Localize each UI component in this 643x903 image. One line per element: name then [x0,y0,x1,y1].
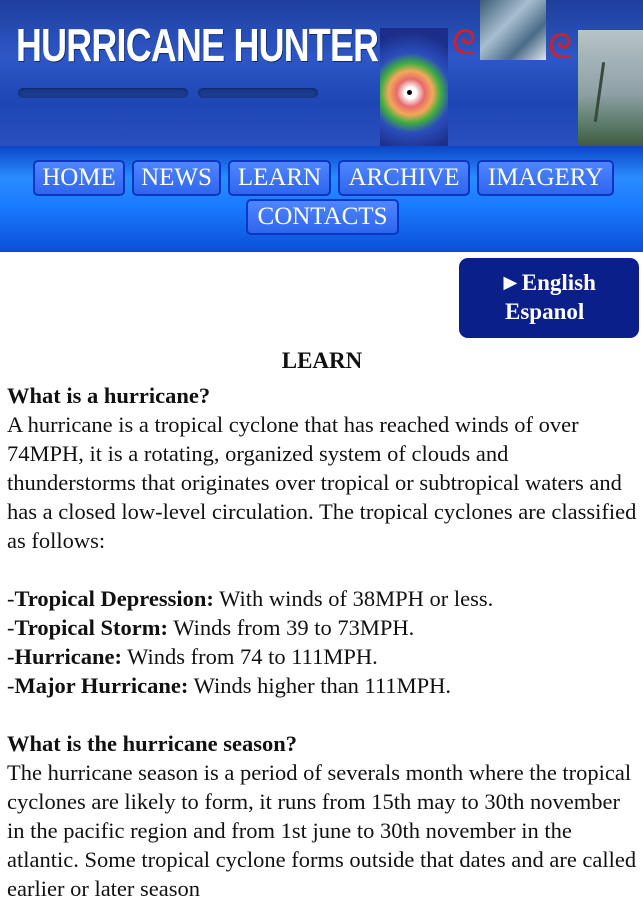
list-item [7,671,637,700]
list-item [7,613,637,642]
main-content [7,342,637,903]
list-bullet: - [7,673,15,698]
question-heading: What is a hurricane? [7,383,211,408]
palm-trees-image [578,30,643,146]
answer-paragraph: The hurricane season is a period of severals month where the tropical cyclones are likely to form, it runs from 15th may to 30th november in the pacific region and from 1st june to 30th november in the atlantic. Some tropical cyclone forms outside that dates and are called earlier or later season [7,760,637,901]
nav-imagery-button[interactable]: IMAGERY [477,160,614,196]
nav-learn-button[interactable]: LEARN [228,160,331,196]
list-bullet: - [7,615,15,640]
hurricane-symbol-icon: ᘓ [452,23,476,63]
list-term: Hurricane: [14,644,122,669]
list-desc: Winds from 39 to 73MPH. [168,615,415,640]
hurricane-symbol-icon: ᘓ [548,27,572,67]
nav-news-button[interactable]: NEWS [132,160,221,196]
logo-decoration [198,88,318,98]
page-title: LEARN [281,348,363,373]
site-logo[interactable]: HURRICANE HUNTER [16,19,379,71]
main-navigation [0,146,643,252]
language-selector [459,258,639,338]
spacer [7,555,637,584]
list-item [7,642,637,671]
nav-contacts-button[interactable]: CONTACTS [246,199,399,235]
list-term: Tropical Depression: [14,586,214,611]
list-bullet: - [7,586,15,611]
nav-archive-button[interactable]: ARCHIVE [338,160,470,196]
spacer [7,700,637,729]
nav-home-button[interactable]: HOME [33,160,125,196]
list-item [7,584,637,613]
hurricane-eye [407,90,412,95]
header-images [380,0,643,146]
hurricane-satellite-image [380,28,448,146]
language-english-label: English [521,270,596,295]
list-bullet: - [7,644,15,669]
list-desc: With winds of 38MPH or less. [213,586,494,611]
question-heading: What is the hurricane season? [7,731,298,756]
language-english-link[interactable] [499,270,596,296]
list-desc: Winds higher than 111MPH. [188,673,452,698]
list-term: Major Hurricane: [14,673,189,698]
language-spanish-link[interactable]: Espanol [505,299,585,324]
logo-decoration [18,88,188,98]
site-header [0,0,643,146]
list-desc: Winds from 74 to 111MPH. [121,644,378,669]
classification-list [7,584,637,700]
storm-image [480,0,546,60]
answer-paragraph: A hurricane is a tropical cyclone that has reached winds of over 74MPH, it is a rotating, organized system of clouds and thunderstorms that originates over tropical or subtropical waters and has a closed low-level circulation. The tropical cyclones are classified as follows: [7,412,637,553]
list-term: Tropical Storm: [14,615,169,640]
selected-arrow-icon: ► [499,270,522,295]
